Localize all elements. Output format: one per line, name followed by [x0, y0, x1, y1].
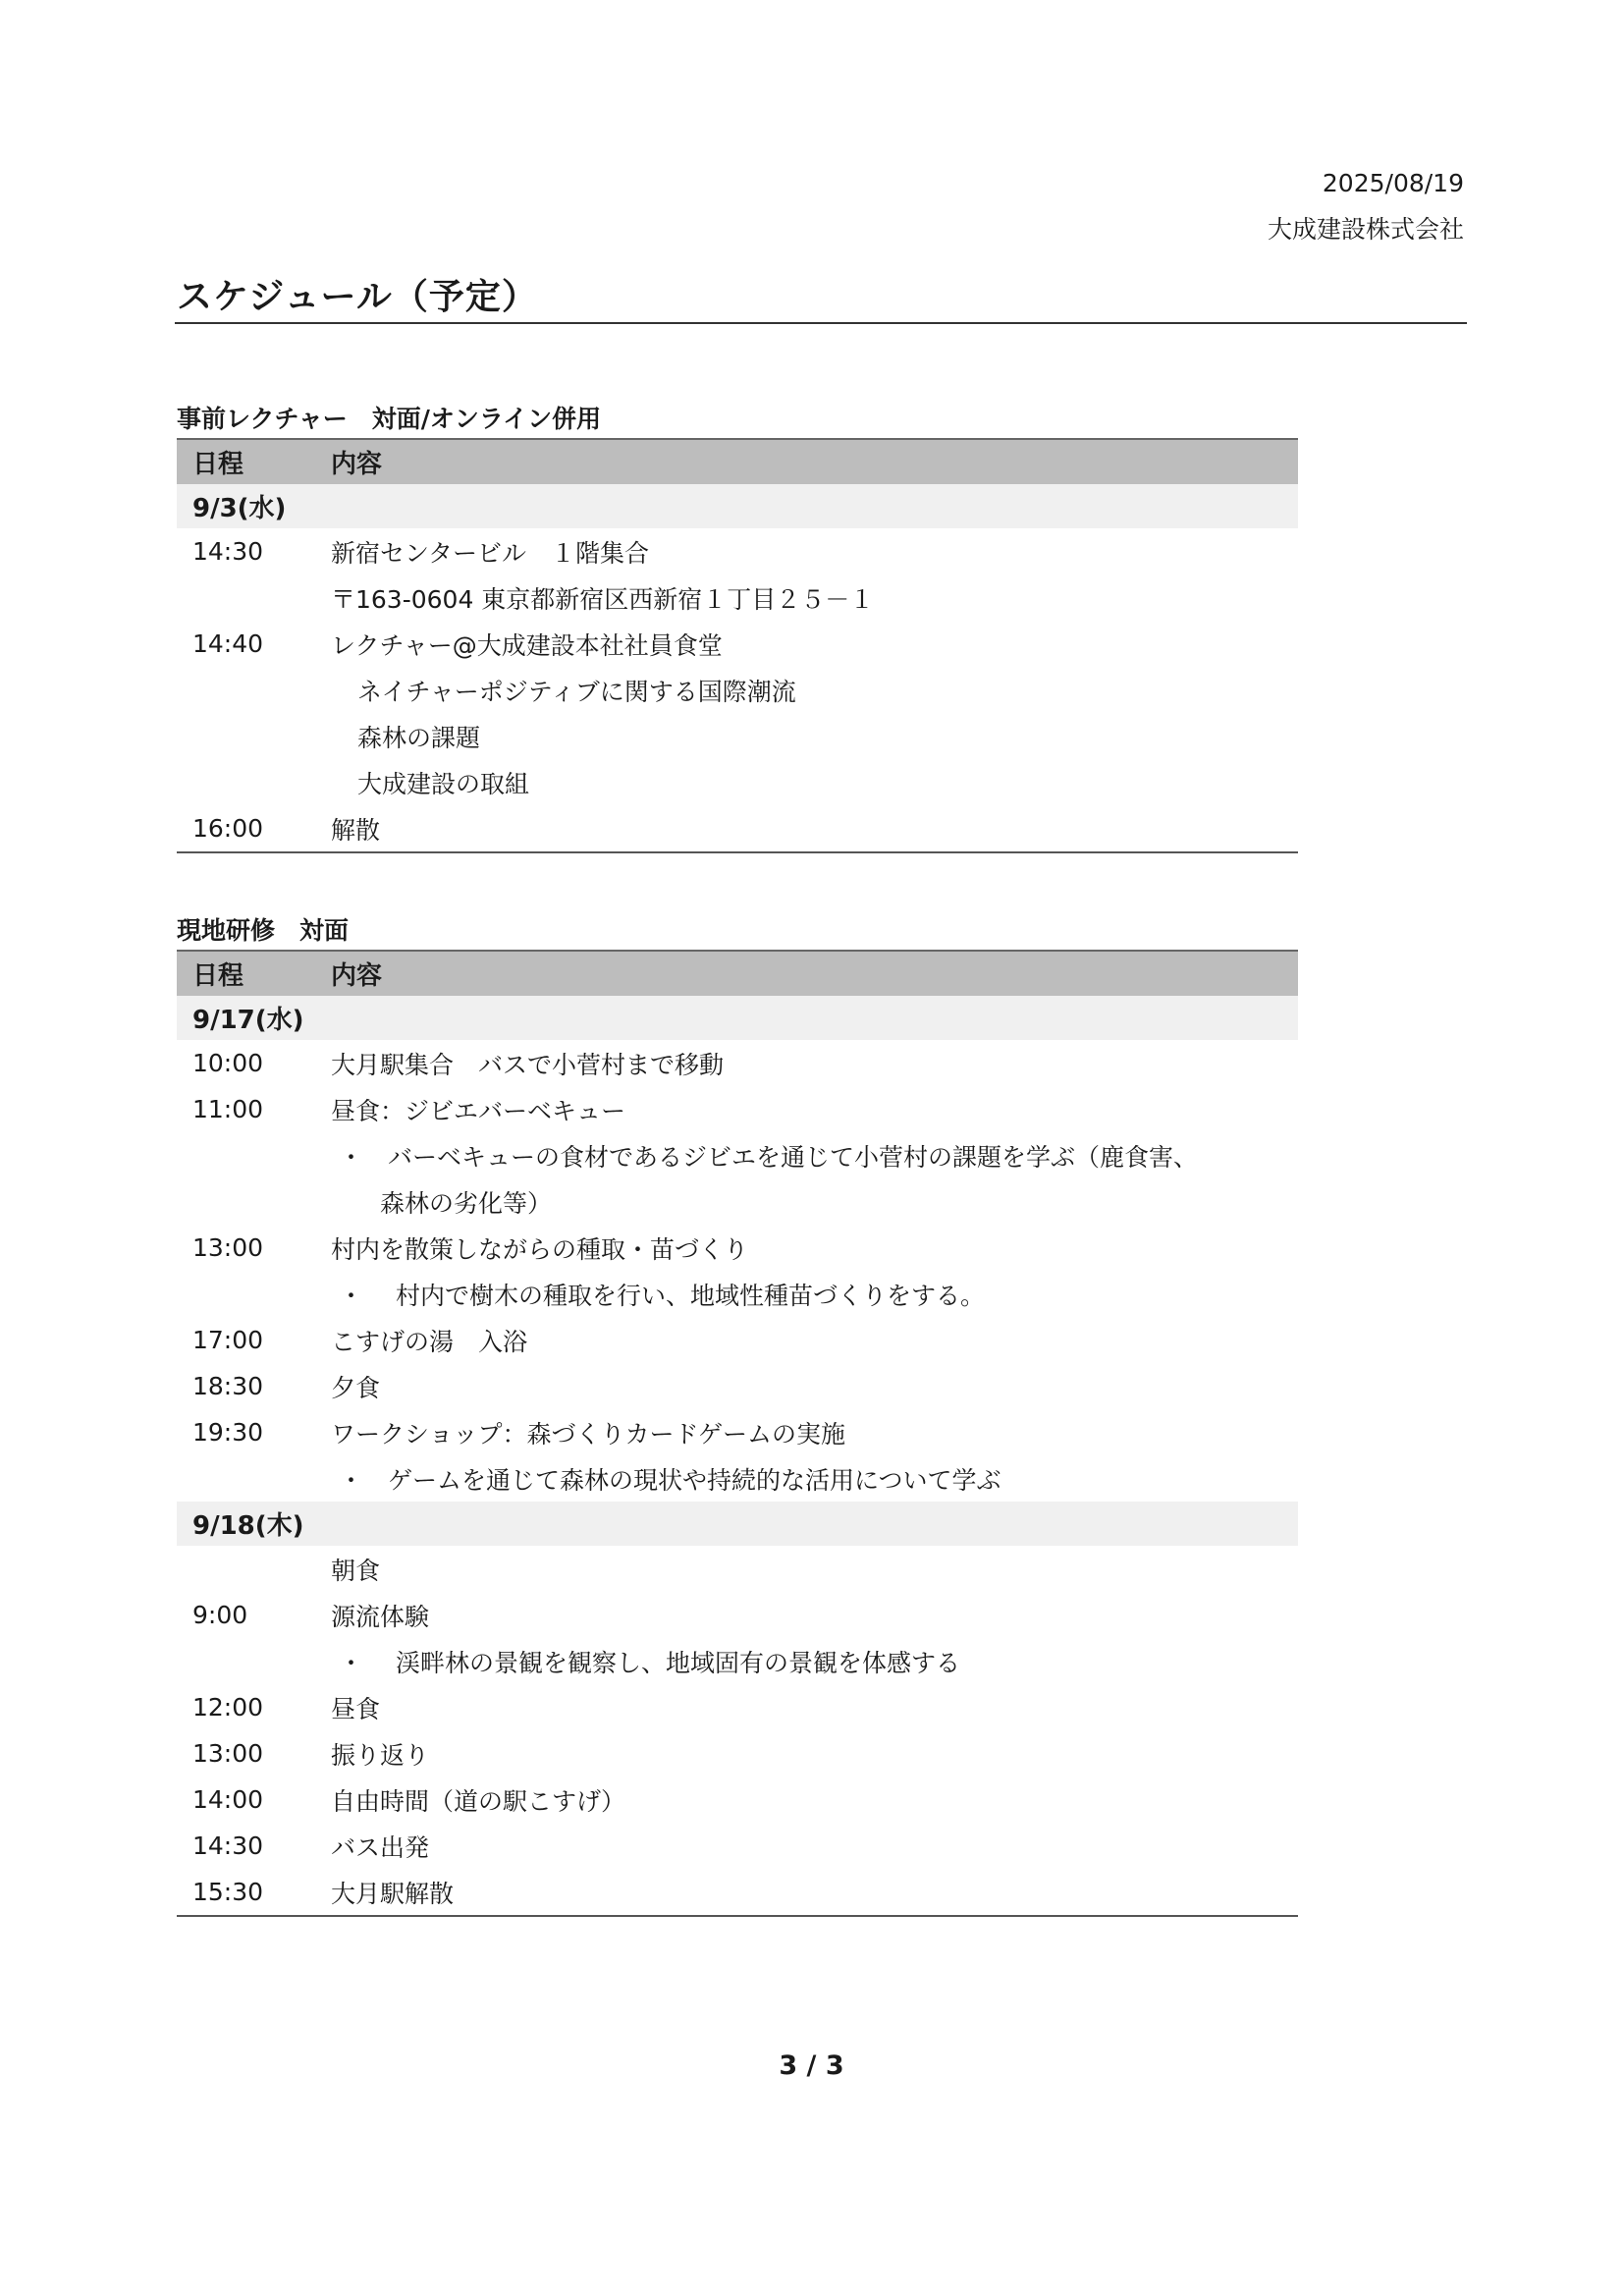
row-time: 16:00 [192, 814, 264, 843]
section-pre-lecture [177, 401, 1298, 853]
row-text: 夕食 [331, 1373, 381, 1402]
table-row [177, 1086, 1298, 1132]
row-text: レクチャー@大成建設本社社員食堂 [331, 630, 723, 660]
row-text: バス出発 [331, 1832, 430, 1862]
day-row: 9/18(木) [177, 1502, 1298, 1546]
document-date: 2025/08/19 [1322, 169, 1464, 197]
page-title: スケジュール（予定） [177, 277, 538, 317]
row-text: ワークショップ：森づくりカードゲームの実施 [331, 1419, 846, 1449]
row-text: ・ 渓畔林の景観を観察し、地域固有の景観を体感する [339, 1648, 960, 1677]
row-time: 9:00 [192, 1601, 248, 1629]
table-row [177, 1777, 1298, 1823]
day-row: 9/3(水) [177, 484, 1298, 528]
table-row [177, 1730, 1298, 1777]
table-row [177, 667, 1298, 713]
row-time: 13:00 [192, 1233, 264, 1262]
row-time: 17:00 [192, 1326, 264, 1354]
day-row: 9/17(水) [177, 996, 1298, 1040]
column-date-header: 日程 [192, 450, 244, 479]
row-text: 森林の劣化等） [380, 1188, 553, 1218]
row-time: 14:30 [192, 537, 264, 566]
table-bottom-rule [177, 851, 1298, 853]
row-text: 解散 [331, 815, 381, 845]
row-text: 大月駅集合 バスで小菅村まで移動 [331, 1050, 725, 1079]
row-time: 11:00 [192, 1095, 264, 1123]
table-row [177, 1638, 1298, 1684]
row-text: 朝食 [331, 1556, 381, 1585]
table-row [177, 759, 1298, 805]
table-header [177, 438, 1298, 484]
row-text: 昼食 [331, 1694, 381, 1723]
row-time: 14:00 [192, 1785, 264, 1814]
table-row [177, 1363, 1298, 1409]
table-row [177, 1271, 1298, 1317]
row-text: ・ 村内で樹木の種取を行い、地域性種苗づくりをする。 [339, 1281, 985, 1310]
table-header [177, 950, 1298, 996]
row-text: 新宿センタービル １階集合 [331, 538, 650, 568]
section-field-training [177, 912, 1298, 1917]
row-text: こすげの湯 入浴 [331, 1327, 528, 1356]
row-time: 19:30 [192, 1418, 264, 1447]
row-text: 振り返り [331, 1740, 430, 1770]
row-text: ネイチャーポジティブに関する国際潮流 [357, 677, 796, 706]
row-text: 大月駅解散 [331, 1879, 455, 1908]
table-row [177, 1409, 1298, 1455]
row-time: 18:30 [192, 1372, 264, 1400]
table-row [177, 1869, 1298, 1915]
row-text: 大成建設の取組 [357, 769, 530, 798]
table-row [177, 1132, 1298, 1178]
table-row [177, 713, 1298, 759]
table-row [177, 528, 1298, 574]
row-time: 14:30 [192, 1831, 264, 1860]
title-underline [175, 322, 1467, 324]
table-row [177, 574, 1298, 621]
company-name: 大成建設株式会社 [1267, 215, 1464, 244]
row-time: 10:00 [192, 1049, 264, 1077]
column-content-header: 内容 [331, 450, 383, 479]
table-row [177, 805, 1298, 851]
table-row [177, 1040, 1298, 1086]
row-text: 〒163-0604 東京都新宿区西新宿１丁目２５－１ [331, 584, 875, 614]
column-date-header: 日程 [192, 961, 244, 991]
row-time: 14:40 [192, 629, 264, 658]
table-row [177, 1546, 1298, 1592]
row-text: 昼食：ジビエバーベキュー [331, 1096, 626, 1125]
row-time: 15:30 [192, 1878, 264, 1906]
table-bottom-rule [177, 1915, 1298, 1917]
table-row [177, 1455, 1298, 1502]
table-row [177, 621, 1298, 667]
table-row [177, 1317, 1298, 1363]
table-row [177, 1225, 1298, 1271]
section-title: 現地研修 対面 [177, 916, 350, 945]
table-row [177, 1684, 1298, 1730]
page-number: 3 / 3 [779, 2050, 844, 2081]
column-content-header: 内容 [331, 961, 383, 991]
row-time: 13:00 [192, 1739, 264, 1768]
row-text: 源流体験 [331, 1602, 430, 1631]
row-text: ・ ゲームを通じて森林の現状や持続的な活用について学ぶ [339, 1465, 1001, 1495]
section-title: 事前レクチャー 対面/オンライン併用 [177, 405, 602, 433]
row-text: ・ バーベキューの食材であるジビエを通じて小菅村の課題を学ぶ（鹿食害、 [339, 1142, 1199, 1172]
table-row [177, 1823, 1298, 1869]
row-text: 自由時間（道の駅こすげ） [331, 1786, 626, 1816]
row-time: 12:00 [192, 1693, 264, 1722]
row-text: 森林の課題 [357, 723, 481, 752]
table-row [177, 1592, 1298, 1638]
table-row [177, 1178, 1298, 1225]
row-text: 村内を散策しながらの種取・苗づくり [331, 1234, 749, 1264]
